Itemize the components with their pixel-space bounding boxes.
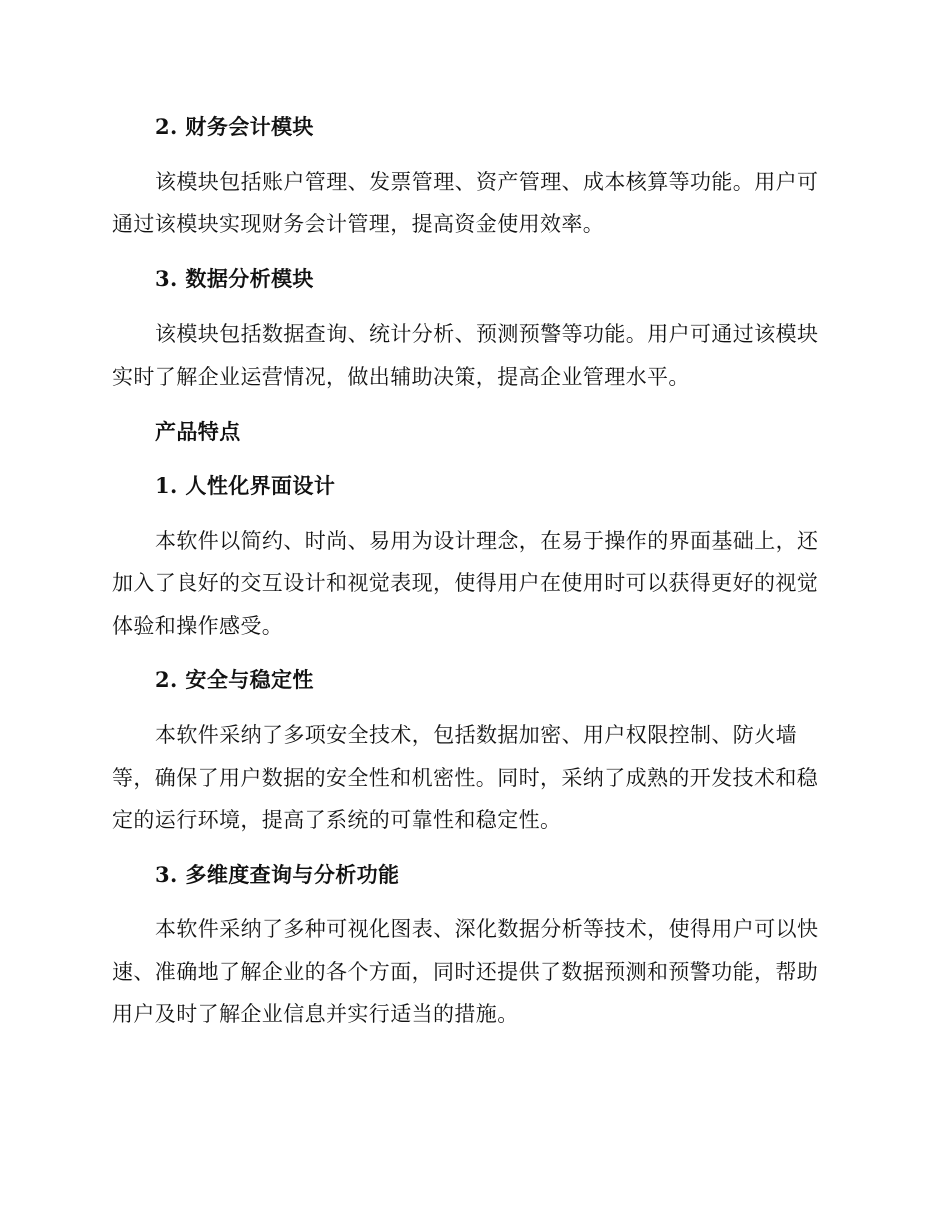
- section-heading-security-stability: 2. 安全与稳定性: [155, 667, 314, 692]
- paragraph-line: 加入了良好的交互设计和视觉表现，使得用户在使用时可以获得更好的视觉: [112, 571, 819, 595]
- paragraph-line: 本软件采纳了多种可视化图表、深化数据分析等技术，使得用户可以快: [155, 917, 819, 941]
- paragraph-line: 该模块包括数据查询、统计分析、预测预警等功能。用户可通过该模块: [155, 322, 819, 346]
- paragraph-line: 用户及时了解企业信息并实行适当的措施。: [112, 1002, 519, 1026]
- section-heading-ui-design: 1. 人性化界面设计: [155, 473, 336, 498]
- section-heading-financial-accounting: 2. 财务会计模块: [155, 114, 314, 139]
- paragraph-line: 定的运行环境，提高了系统的可靠性和稳定性。: [112, 808, 562, 832]
- section-heading-multidimensional-query: 3. 多维度查询与分析功能: [155, 862, 400, 887]
- paragraph-line: 该模块包括账户管理、发票管理、资产管理、成本核算等功能。用户可: [155, 170, 819, 194]
- section-heading-data-analysis: 3. 数据分析模块: [155, 266, 314, 291]
- paragraph-line: 本软件以简约、时尚、易用为设计理念，在易于操作的界面基础上，还: [155, 529, 819, 553]
- paragraph-line: 通过该模块实现财务会计管理，提高资金使用效率。: [112, 212, 605, 236]
- paragraph-line: 速、准确地了解企业的各个方面，同时还提供了数据预测和预警功能，帮助: [112, 960, 819, 984]
- paragraph-line: 实时了解企业运营情况，做出辅助决策，提高企业管理水平。: [112, 365, 690, 389]
- paragraph-line: 等，确保了用户数据的安全性和机密性。同时，采纳了成熟的开发技术和稳: [112, 766, 819, 790]
- paragraph-line: 体验和操作感受。: [112, 614, 284, 638]
- section-heading-product-features: 产品特点: [155, 419, 241, 444]
- paragraph-line: 本软件采纳了多项安全技术，包括数据加密、用户权限控制、防火墙: [155, 723, 797, 747]
